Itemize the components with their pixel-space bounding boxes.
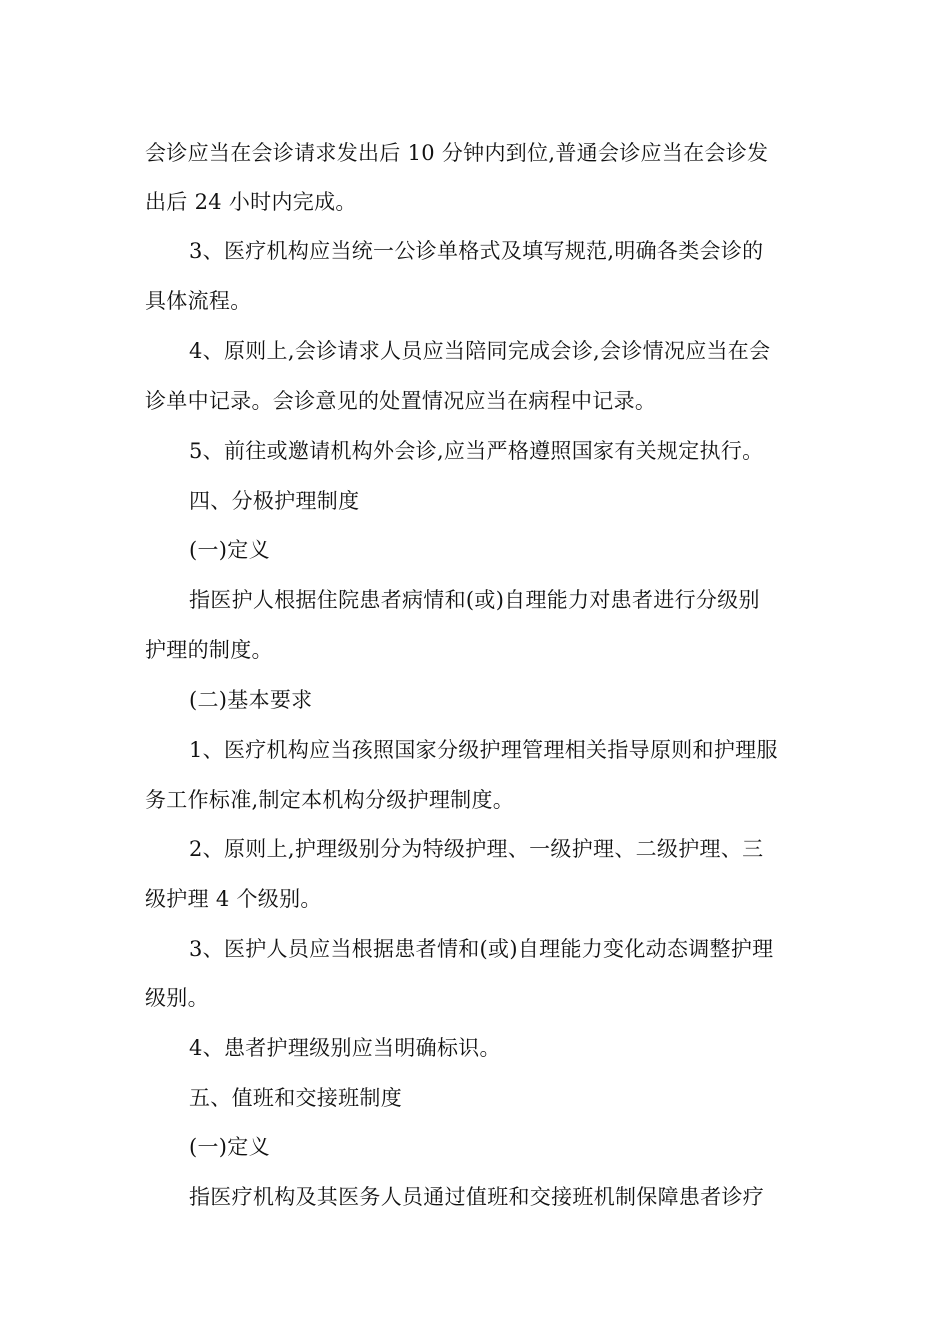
text-line: 2、原则上,护理级别分为特级护理、一级护理、二级护理、三 bbox=[189, 837, 764, 861]
text-line: 护理的制度。 bbox=[145, 638, 273, 662]
text-line: 3、医护人员应当根据患者情和(或)自理能力变化动态调整护理 bbox=[189, 937, 774, 961]
section-heading: 五、值班和交接班制度 bbox=[189, 1086, 402, 1110]
text-line: 具体流程。 bbox=[145, 289, 252, 313]
text-line: 3、医疗机构应当统一公诊单格式及填写规范,明确各类会诊的 bbox=[189, 239, 764, 263]
subsection-heading: (二)基本要求 bbox=[189, 688, 313, 712]
text-line: 指医护人根据住院患者病情和(或)自理能力对患者进行分级别 bbox=[189, 588, 760, 612]
text-line: 级别。 bbox=[145, 986, 209, 1010]
text-line: 5、前往或邀请机构外会诊,应当严格遵照国家有关规定执行。 bbox=[189, 439, 764, 463]
subsection-heading: (一)定义 bbox=[189, 1135, 270, 1159]
text-line: 诊单中记录。会诊意见的处置情况应当在病程中记录。 bbox=[145, 389, 657, 413]
text-line: 会诊应当在会诊请求发出后 10 分钟内到位,普通会诊应当在会诊发 bbox=[145, 141, 769, 165]
text-line: 级护理 4 个级别。 bbox=[145, 887, 322, 911]
text-line: 指医疗机构及其医务人员通过值班和交接班机制保障患者诊疗 bbox=[189, 1185, 765, 1209]
subsection-heading: (一)定义 bbox=[189, 538, 270, 562]
text-line: 4、原则上,会诊请求人员应当陪同完成会诊,会诊情况应当在会 bbox=[189, 339, 771, 363]
text-line: 出后 24 小时内完成。 bbox=[145, 190, 357, 214]
text-line: 1、医疗机构应当孩照国家分级护理管理相关指导原则和护理服 bbox=[189, 738, 778, 762]
section-heading: 四、分极护理制度 bbox=[189, 489, 360, 513]
text-line: 4、患者护理级别应当明确标识。 bbox=[189, 1036, 501, 1060]
text-line: 务工作标准,制定本机构分级护理制度。 bbox=[145, 788, 515, 812]
